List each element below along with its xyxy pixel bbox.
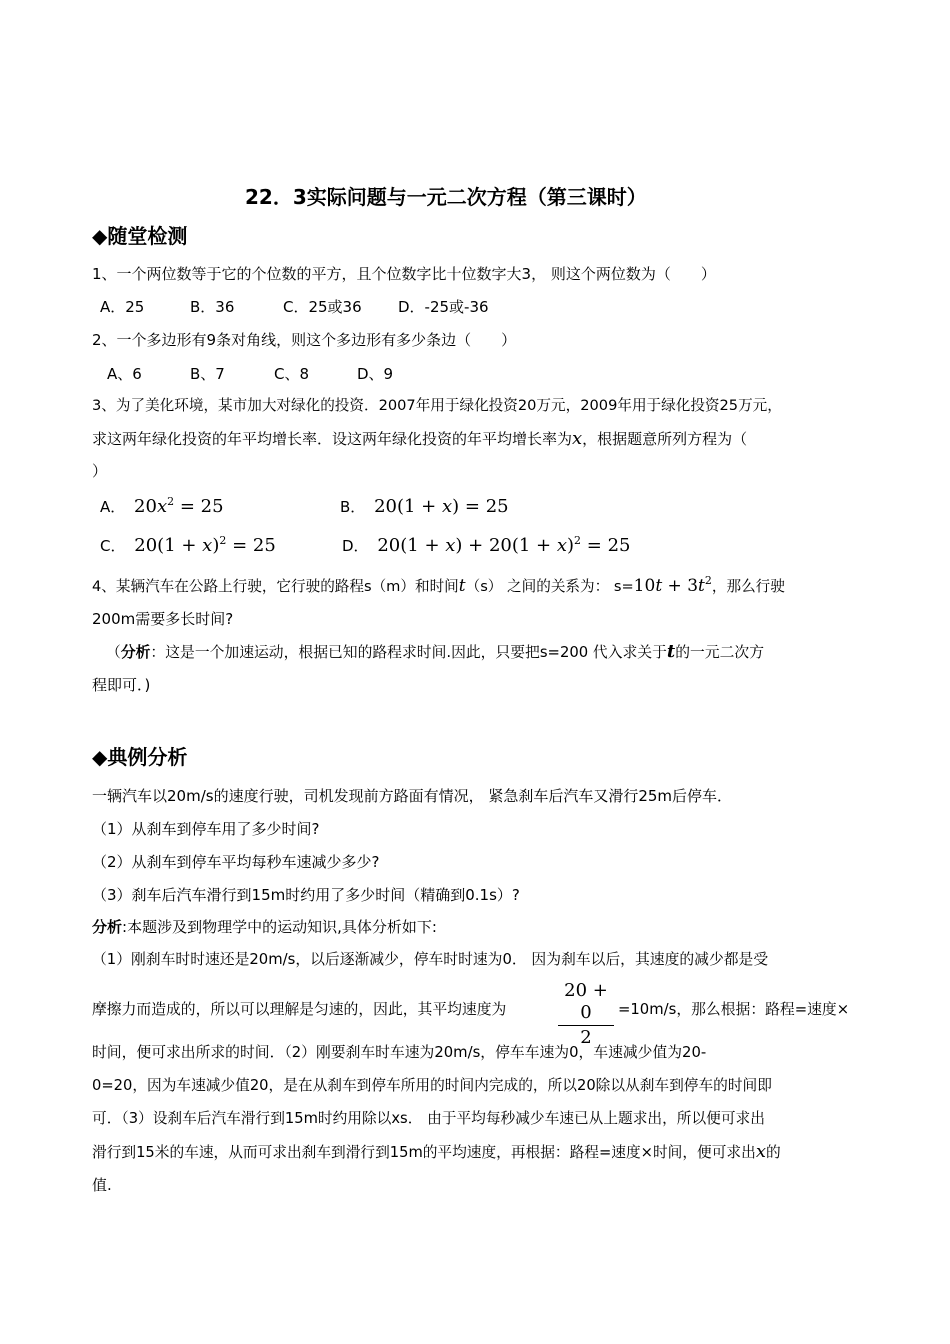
fraction-bar xyxy=(558,1025,614,1026)
example-sub-question-3: （3）刹车后汽车滑行到15m时约用了多少时间（精确到0.1s）? xyxy=(92,886,520,904)
question-1-option-b: B．36 xyxy=(190,298,235,316)
question-1-text: 1、一个两位数等于它的个位数的平方，且个位数字比十位数字大3， 则这个两位数为（ ） xyxy=(92,265,716,283)
question-3-option-b: B． 20(1 + x) = 25 xyxy=(340,496,509,517)
fraction-numerator: 20 + 0 xyxy=(564,980,608,1023)
question-3-option-c: C． $20(1 + x)^2 = 25$ xyxy=(100,534,276,556)
example-analysis-p3: 时间，便可求出所求的时间．（2）刚要刹车时车速为20m/s，停车车速为0，车速减少值为20- xyxy=(92,1044,707,1061)
example-analysis-p5: 可．（3）设刹车后汽车滑行到15m时约用除以xs． 由于平均每秒减少车速已从上题求出，所以便可求出 xyxy=(92,1110,765,1127)
question-4-line-2: 200m需要多长时间? xyxy=(92,610,234,628)
question-1-option-d: D．-25或-36 xyxy=(398,298,489,316)
question-2-option-b: B、7 xyxy=(190,365,225,383)
question-4-line-1: 4、某辆汽车在公路上行驶，它行驶的路程s（m）和时间t（s） 之间的关系为： $s=10t + 3t^2$，那么行驶 xyxy=(92,574,785,596)
example-analysis-p1: （1）刚刹车时时速还是20m/s，以后逐渐减少，停车时时速为0． 因为刹车以后，其速度的减少都是受 xyxy=(92,951,769,968)
page-title: 22．3实际问题与一元二次方程（第三课时） xyxy=(245,185,647,209)
example-analysis-p4: 0=20，因为车速减少值20，是在从刹车到停车所用的时间内完成的，所以20除以从刹车到停车的时间即 xyxy=(92,1077,772,1094)
example-sub-question-1: （1）从刹车到停车用了多少时间? xyxy=(92,820,320,838)
question-3-option-a: A． $20x^2 = 25$ xyxy=(100,495,224,517)
question-2-option-d: D、9 xyxy=(357,365,394,383)
question-4-analysis-line-2: 程即可．) xyxy=(92,676,151,694)
average-speed-fraction xyxy=(558,980,614,1049)
example-intro: 一辆汽车以20m/s的速度行驶，司机发现前方路面有情况， 紧急刹车后汽车又滑行25m后停车． xyxy=(92,787,733,805)
example-analysis-p2-a: 摩擦力而造成的，所以可以理解是匀速的，因此，其平均速度为 xyxy=(92,1001,507,1018)
question-1-option-a: A．25 xyxy=(100,298,145,316)
question-4-analysis: （分析：这是一个加速运动，根据已知的路程求时间.因此，只要把s=200 代入求关于t的一元二次方 xyxy=(106,641,765,662)
question-3-line-3: ） xyxy=(92,462,108,480)
question-3-line-2: 求这两年绿化投资的年平均增长率．设这两年绿化投资的年平均增长率为x，根据题意所列方程为（ xyxy=(92,428,748,449)
example-analysis-p6: 滑行到15米的车速，从而可求出刹车到滑行到15m的平均速度，再根据：路程=速度×时间，便可求出x的 xyxy=(92,1141,781,1162)
example-analysis-p7: 值. xyxy=(92,1176,112,1194)
fraction-denominator: 2 xyxy=(580,1027,592,1048)
section-heading-examples: ◆典例分析 xyxy=(92,745,188,769)
section-heading-quiz: ◆随堂检测 xyxy=(92,224,188,248)
question-1-option-c: C．25或36 xyxy=(283,298,362,316)
question-2-option-a: A、6 xyxy=(107,365,142,383)
example-analysis-intro: 分析:本题涉及到物理学中的运动知识,具体分析如下: xyxy=(92,918,437,936)
example-sub-question-2: （2）从刹车到停车平均每秒车速减少多少? xyxy=(92,853,380,871)
question-2-option-c: C、8 xyxy=(274,365,310,383)
question-2-text: 2、一个多边形有9条对角线，则这个多边形有多少条边（ ） xyxy=(92,331,517,349)
question-3-option-d: D． $20(1 + x) + 20(1 + x)^2 = 25$ xyxy=(342,534,631,556)
example-analysis-p2-b: =10m/s，那么根据：路程=速度× xyxy=(618,1001,850,1018)
question-3-line-1: 3、为了美化环境，某市加大对绿化的投资．2007年用于绿化投资20万元，2009年用于绿化投资25万元， xyxy=(92,397,782,414)
